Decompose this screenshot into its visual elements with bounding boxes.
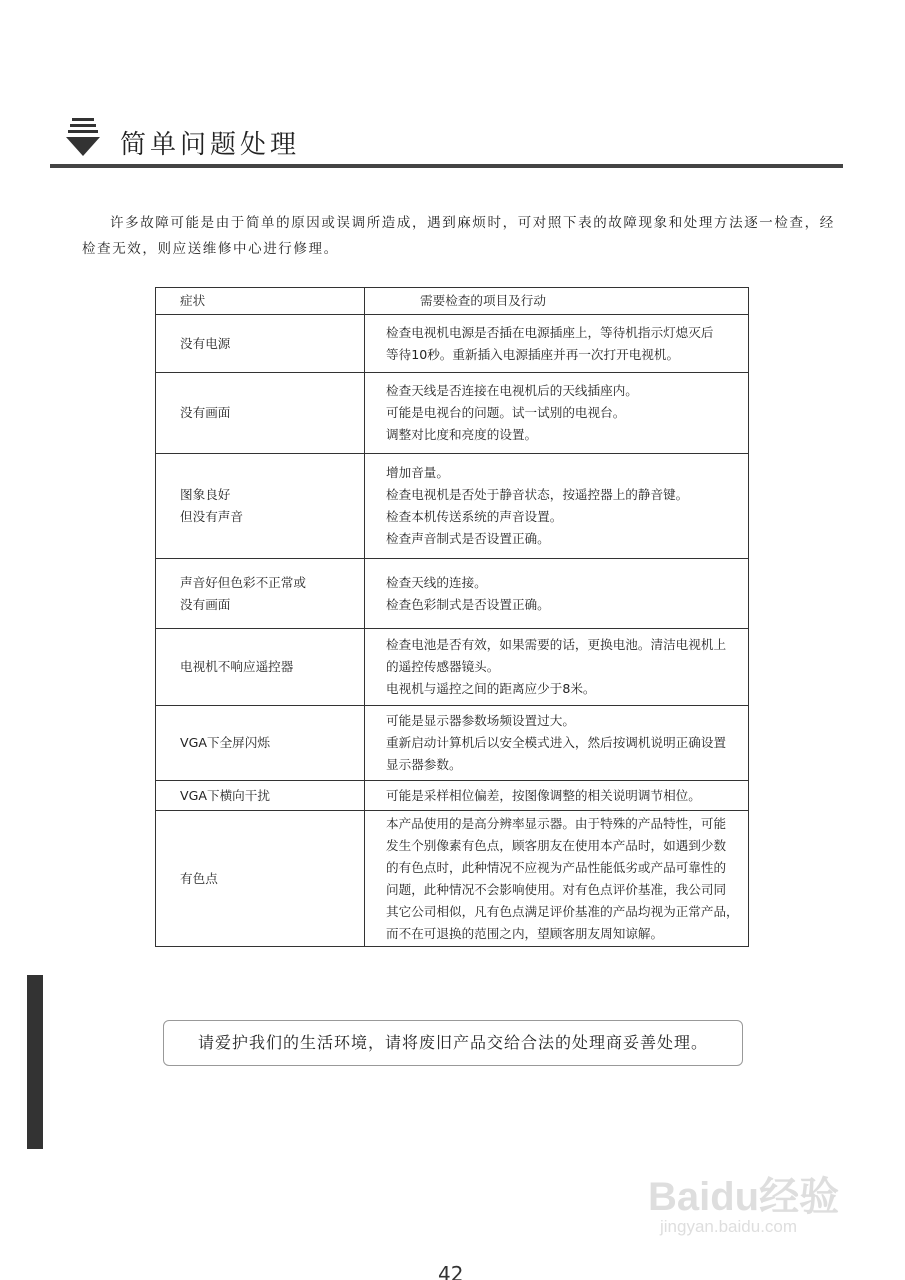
symptom-cell [156,781,365,811]
action-text: 可能是电视台的问题。试一试别的电视台。 [386,405,626,420]
troubleshooting-table [155,287,749,947]
watermark-brand: Baidu经验 [648,1175,840,1219]
action-text: 检查色彩制式是否设置正确。 [386,596,550,612]
environment-notice: 请爱护我们的生活环境，请将废旧产品交给合法的处理商妥善处理。 [163,1020,743,1066]
symptom-text: 电视机不响应遥控器 [180,659,294,674]
action-text: 检查天线是否连接在电视机后的天线插座内。 [386,383,638,398]
symptom-cell [156,454,365,559]
table-row [156,454,749,559]
header-actions: 需要检查的项目及行动 [365,288,749,315]
action-text: 电视机与遥控之间的距离应少于8米。 [386,681,596,696]
action-text: 其它公司相似，凡有色点满足评价基准的产品均视为正常产品， [386,903,739,919]
actions-cell [365,706,749,781]
action-text: 的有色点时，此种情况不应视为产品性能低劣或产品可靠性的 [386,859,727,875]
symptom-text: 没有画面 [180,596,231,612]
symptom-text: 没有电源 [180,335,231,351]
header-symptom: 症状 [156,288,365,315]
action-text: 调整对比度和亮度的设置。 [386,427,538,442]
action-text: 检查天线的连接。 [386,574,487,590]
action-text: 可能是采样相位偏差，按图像调整的相关说明调节相位。 [386,787,701,803]
symptom-text: 但没有声音 [180,509,243,524]
action-text: 等待10秒。重新插入电源插座并再一次打开电视机。 [386,346,680,362]
action-text: 检查声音制式是否设置正确。 [386,531,550,546]
symptom-cell [156,629,365,706]
action-text: 检查电视机电源是否插在电源插座上，等待机指示灯熄灭后 [386,324,714,340]
action-text: 发生个别像素有色点，顾客朋友在使用本产品时，如遇到少数 [386,837,727,853]
table-row [156,781,749,811]
symptom-cell [156,373,365,454]
action-text: 检查本机传送系统的声音设置。 [386,509,563,524]
table-row [156,315,749,373]
action-text: 本产品使用的是高分辨率显示器。由于特殊的产品特性，可能 [386,815,727,831]
actions-cell [365,373,749,454]
table-row [156,373,749,454]
action-text: 显示器参数。 [386,757,462,772]
actions-cell [365,629,749,706]
action-text: 检查电池是否有效，如果需要的话，更换电池。清洁电视机上 [386,637,727,652]
symptom-cell [156,315,365,373]
actions-cell [365,454,749,559]
actions-cell [365,559,749,629]
down-arrow-bars-icon [66,118,100,158]
baidu-watermark [640,1145,860,1245]
table-row [156,629,749,706]
action-text: 可能是显示器参数场频设置过大。 [386,713,575,728]
symptom-text: 图象良好 [180,487,231,502]
action-text: 问题，此种情况不会影响使用。对有色点评价基准，我公司同 [386,881,727,897]
page-title: 简单问题处理 [120,130,301,160]
symptom-text: 声音好但色彩不正常或 [180,574,306,590]
symptom-cell [156,706,365,781]
title-divider [50,164,843,168]
page-number: 42 [438,1262,464,1280]
symptom-text: 有色点 [180,870,218,886]
side-tab [27,975,43,1149]
action-text: 重新启动计算机后以安全模式进入，然后按调机说明正确设置 [386,735,727,750]
symptom-text: 没有画面 [180,405,231,420]
actions-cell [365,315,749,373]
table-header-row [156,288,749,315]
action-text: 检查电视机是否处于静音状态，按遥控器上的静音键。 [386,487,689,502]
symptom-text: VGA下横向干扰 [180,787,270,803]
table-row [156,706,749,781]
intro-paragraph: 许多故障可能是由于简单的原因或误调所造成，遇到麻烦时，可对照下表的故障现象和处理方法逐一检查，经检查无效，则应送维修中心进行修理。 [82,215,835,257]
symptom-text: VGA下全屏闪烁 [180,735,270,750]
actions-cell [365,811,749,947]
symptom-cell [156,811,365,947]
table-row [156,811,749,947]
watermark-url: jingyan.baidu.com [660,1217,798,1236]
action-text: 的遥控传感器镜头。 [386,659,500,674]
table-row [156,559,749,629]
action-text: 增加音量。 [386,465,449,480]
symptom-cell [156,559,365,629]
action-text: 而不在可退换的范围之内，望顾客朋友周知谅解。 [386,925,664,941]
actions-cell [365,781,749,811]
